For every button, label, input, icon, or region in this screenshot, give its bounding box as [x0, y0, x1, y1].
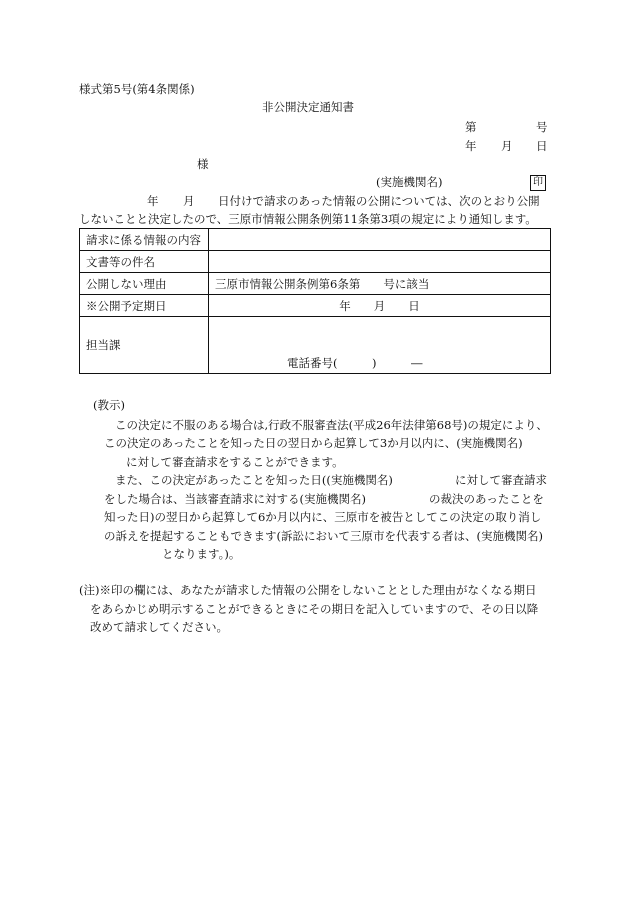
row-value-document-subject — [209, 251, 551, 273]
row-value-scheduled-date: 年 月 日 — [209, 295, 551, 317]
notice-line-4b: に対して審査請求 — [455, 473, 547, 487]
notice-line-4a: また、この決定があったことを知った日((実施機関名) — [115, 473, 393, 487]
table-row — [80, 295, 551, 317]
row-value-reason: 三原市情報公開条例第6条第 号に該当 — [209, 273, 551, 295]
seal-mark: 印 — [530, 175, 546, 191]
table-row — [80, 229, 551, 251]
notice-line-5a: をした場合は、当該審査請求に対する(実施機関名) — [104, 492, 366, 506]
row-label-scheduled-date: ※公開予定期日 — [80, 295, 209, 317]
notice-line-5b: の裁決のあったことを — [429, 492, 544, 506]
note-line-3: 改めて請求してください。 — [90, 620, 228, 634]
notice-line-8: となります。)。 — [162, 547, 241, 561]
body-year: 年 — [147, 194, 159, 208]
addressee-sama: 様 — [197, 157, 209, 171]
body-line-2: しないことと決定したので、三原市情報公開条例第11条第3項の規定により通知します。 — [79, 212, 537, 226]
note-line-1: (注)※印の欄には、あなたが請求した情報の公開をしないこととした理由がなくなる期日 — [79, 583, 537, 597]
body-line-1: 日付けで請求のあった情報の公開については、次のとおり公開 — [218, 194, 540, 208]
notice-line-7: の訴えを提起することもできます(訴訟において三原市を代表する者は、(実施機関名) — [104, 529, 543, 543]
phone-number-field: 電話番号( ) ― — [287, 356, 423, 370]
date-year: 年 — [465, 139, 477, 153]
document-title: 非公開決定通知書 — [262, 100, 354, 114]
notice-line-2: この決定のあったことを知った日の翌日から起算して3か月以内に、(実施機関名) — [104, 436, 523, 450]
row-label-reason: 公開しない理由 — [80, 273, 209, 295]
row-value-info-content — [209, 229, 551, 251]
row-value-department — [209, 317, 551, 374]
date-month: 月 — [501, 139, 513, 153]
number-dai: 第 — [465, 120, 477, 134]
row-label-info-content: 請求に係る情報の内容 — [80, 229, 209, 251]
row-label-department: 担当課 — [80, 317, 209, 374]
body-month: 月 — [183, 194, 195, 208]
table-row — [80, 251, 551, 273]
decision-table — [79, 228, 551, 374]
form-number: 様式第5号(第4条関係) — [79, 82, 195, 96]
date-day: 日 — [536, 139, 548, 153]
notice-line-1: この決定に不服のある場合は,行政不服審査法(平成26年法律第68号)の規定により、 — [115, 418, 548, 432]
notice-heading: (教示) — [93, 398, 125, 412]
number-go: 号 — [536, 120, 548, 134]
notice-line-6: 知った日)の翌日から起算して6か月以内に、三原市を被告としてこの決定の取り消し — [104, 510, 542, 524]
table-row — [80, 273, 551, 295]
note-line-2: をあらかじめ明示することができるときにその期日を記入していますので、その日以降 — [90, 602, 539, 616]
table-row — [80, 317, 551, 374]
agency-name: (実施機関名) — [376, 175, 443, 189]
notice-line-3: に対して審査請求をすることができます。 — [126, 455, 344, 469]
row-label-document-subject: 文書等の件名 — [80, 251, 209, 273]
